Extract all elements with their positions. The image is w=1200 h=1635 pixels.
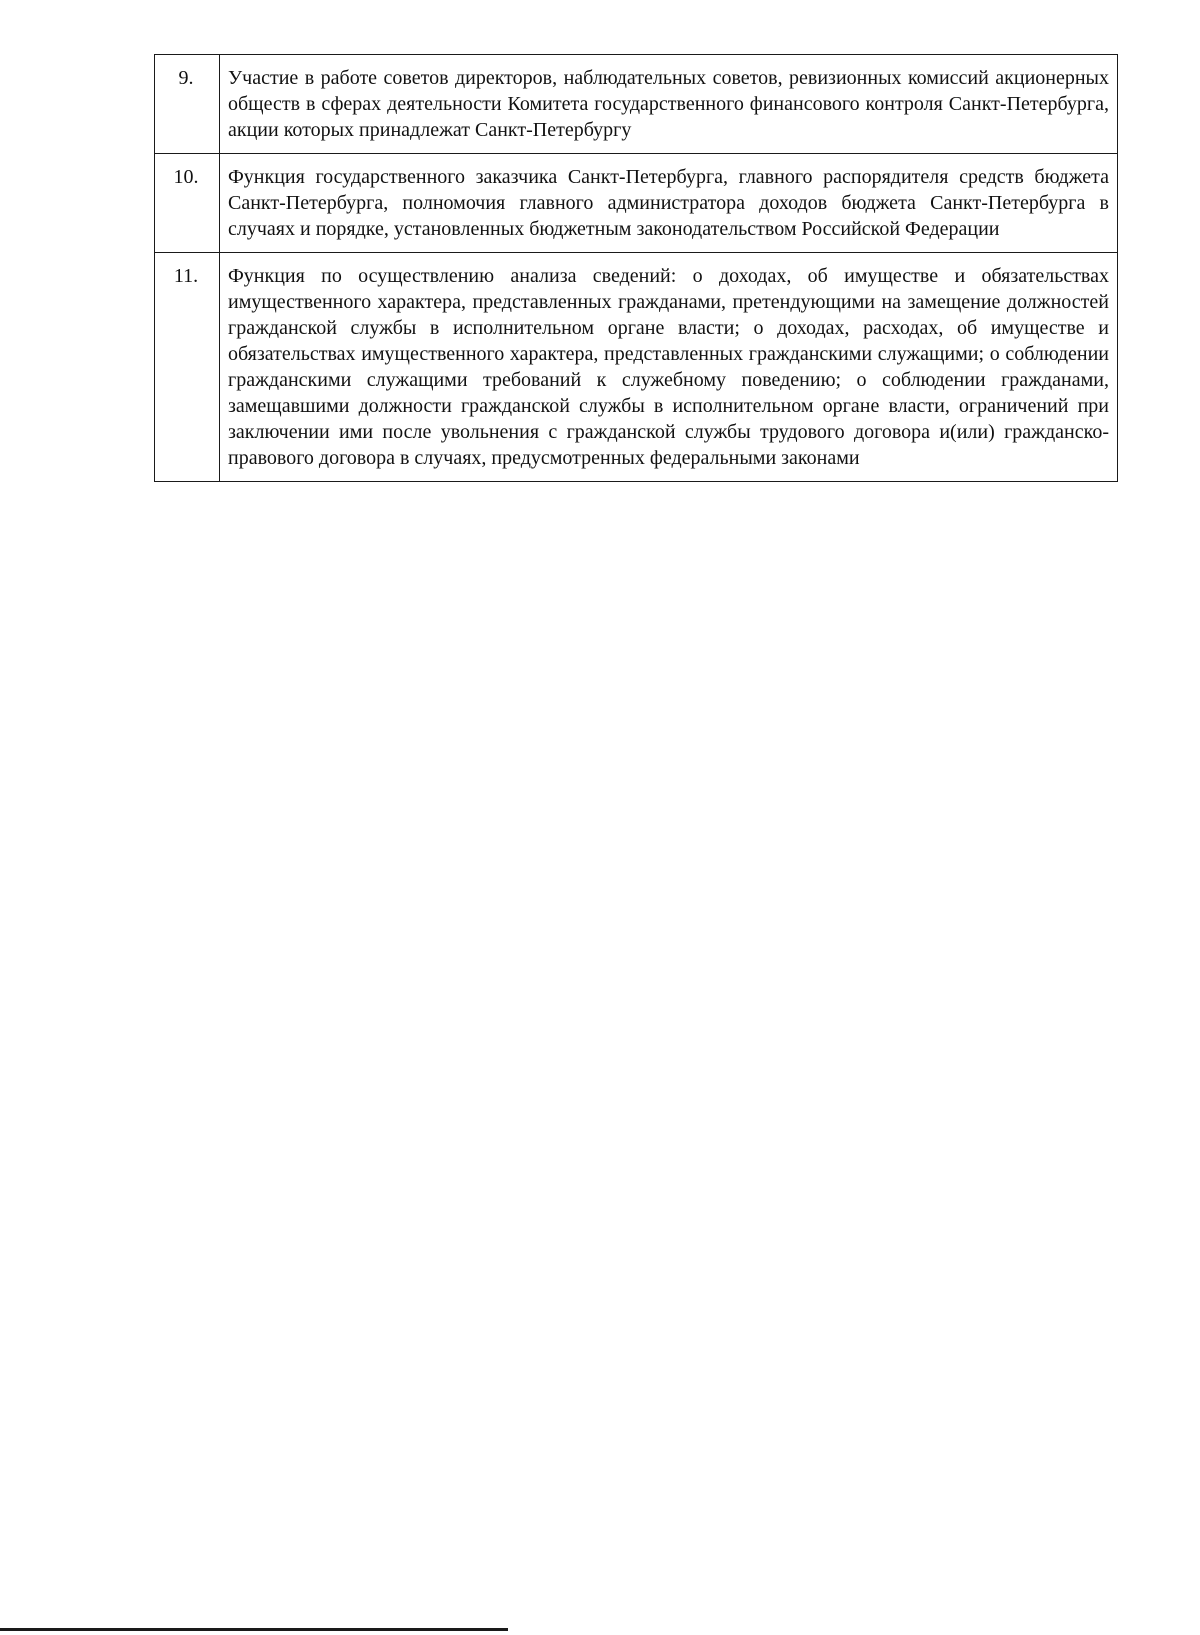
functions-table: [154, 54, 1118, 482]
table-row: [155, 154, 1118, 253]
page-bottom-rule: [0, 1628, 508, 1631]
row-text: Функция по осуществлению анализа сведений: о доходах, об имуществе и обязательствах имущественного характера, представленных гражданами, претендующими на замещение должностей гражданской службы в исполнительном органе власти; о доходах, расходах, об имуществе и обязательствах имущественного характера, представленных гражданскими служащими; о соблюдении гражданскими служащими требований к служебному поведению; о соблюдении гражданами, замещавшими должности гражданской службы в исполнительном органе власти, ограничений при заключении ими после увольнения с гражданской службы трудового договора и(или) гражданско-правового договора в случаях, предусмотренных федеральными законами: [220, 253, 1118, 482]
row-text: Функция государственного заказчика Санкт-Петербурга, главного распорядителя средств бюджета Санкт-Петербурга, полномочия главного администратора доходов бюджета Санкт-Петербурга в случаях и порядке, установленных бюджетным законодательством Российской Федерации: [220, 154, 1118, 253]
table-row: [155, 55, 1118, 154]
table-row: [155, 253, 1118, 482]
row-text: Участие в работе советов директоров, наблюдательных советов, ревизионных комиссий акционерных обществ в сферах деятельности Комитета государственного финансового контроля Санкт-Петербурга, акции которых принадлежат Санкт-Петербургу: [220, 55, 1118, 154]
row-number: 11.: [155, 253, 220, 482]
row-number: 10.: [155, 154, 220, 253]
row-number: 9.: [155, 55, 220, 154]
